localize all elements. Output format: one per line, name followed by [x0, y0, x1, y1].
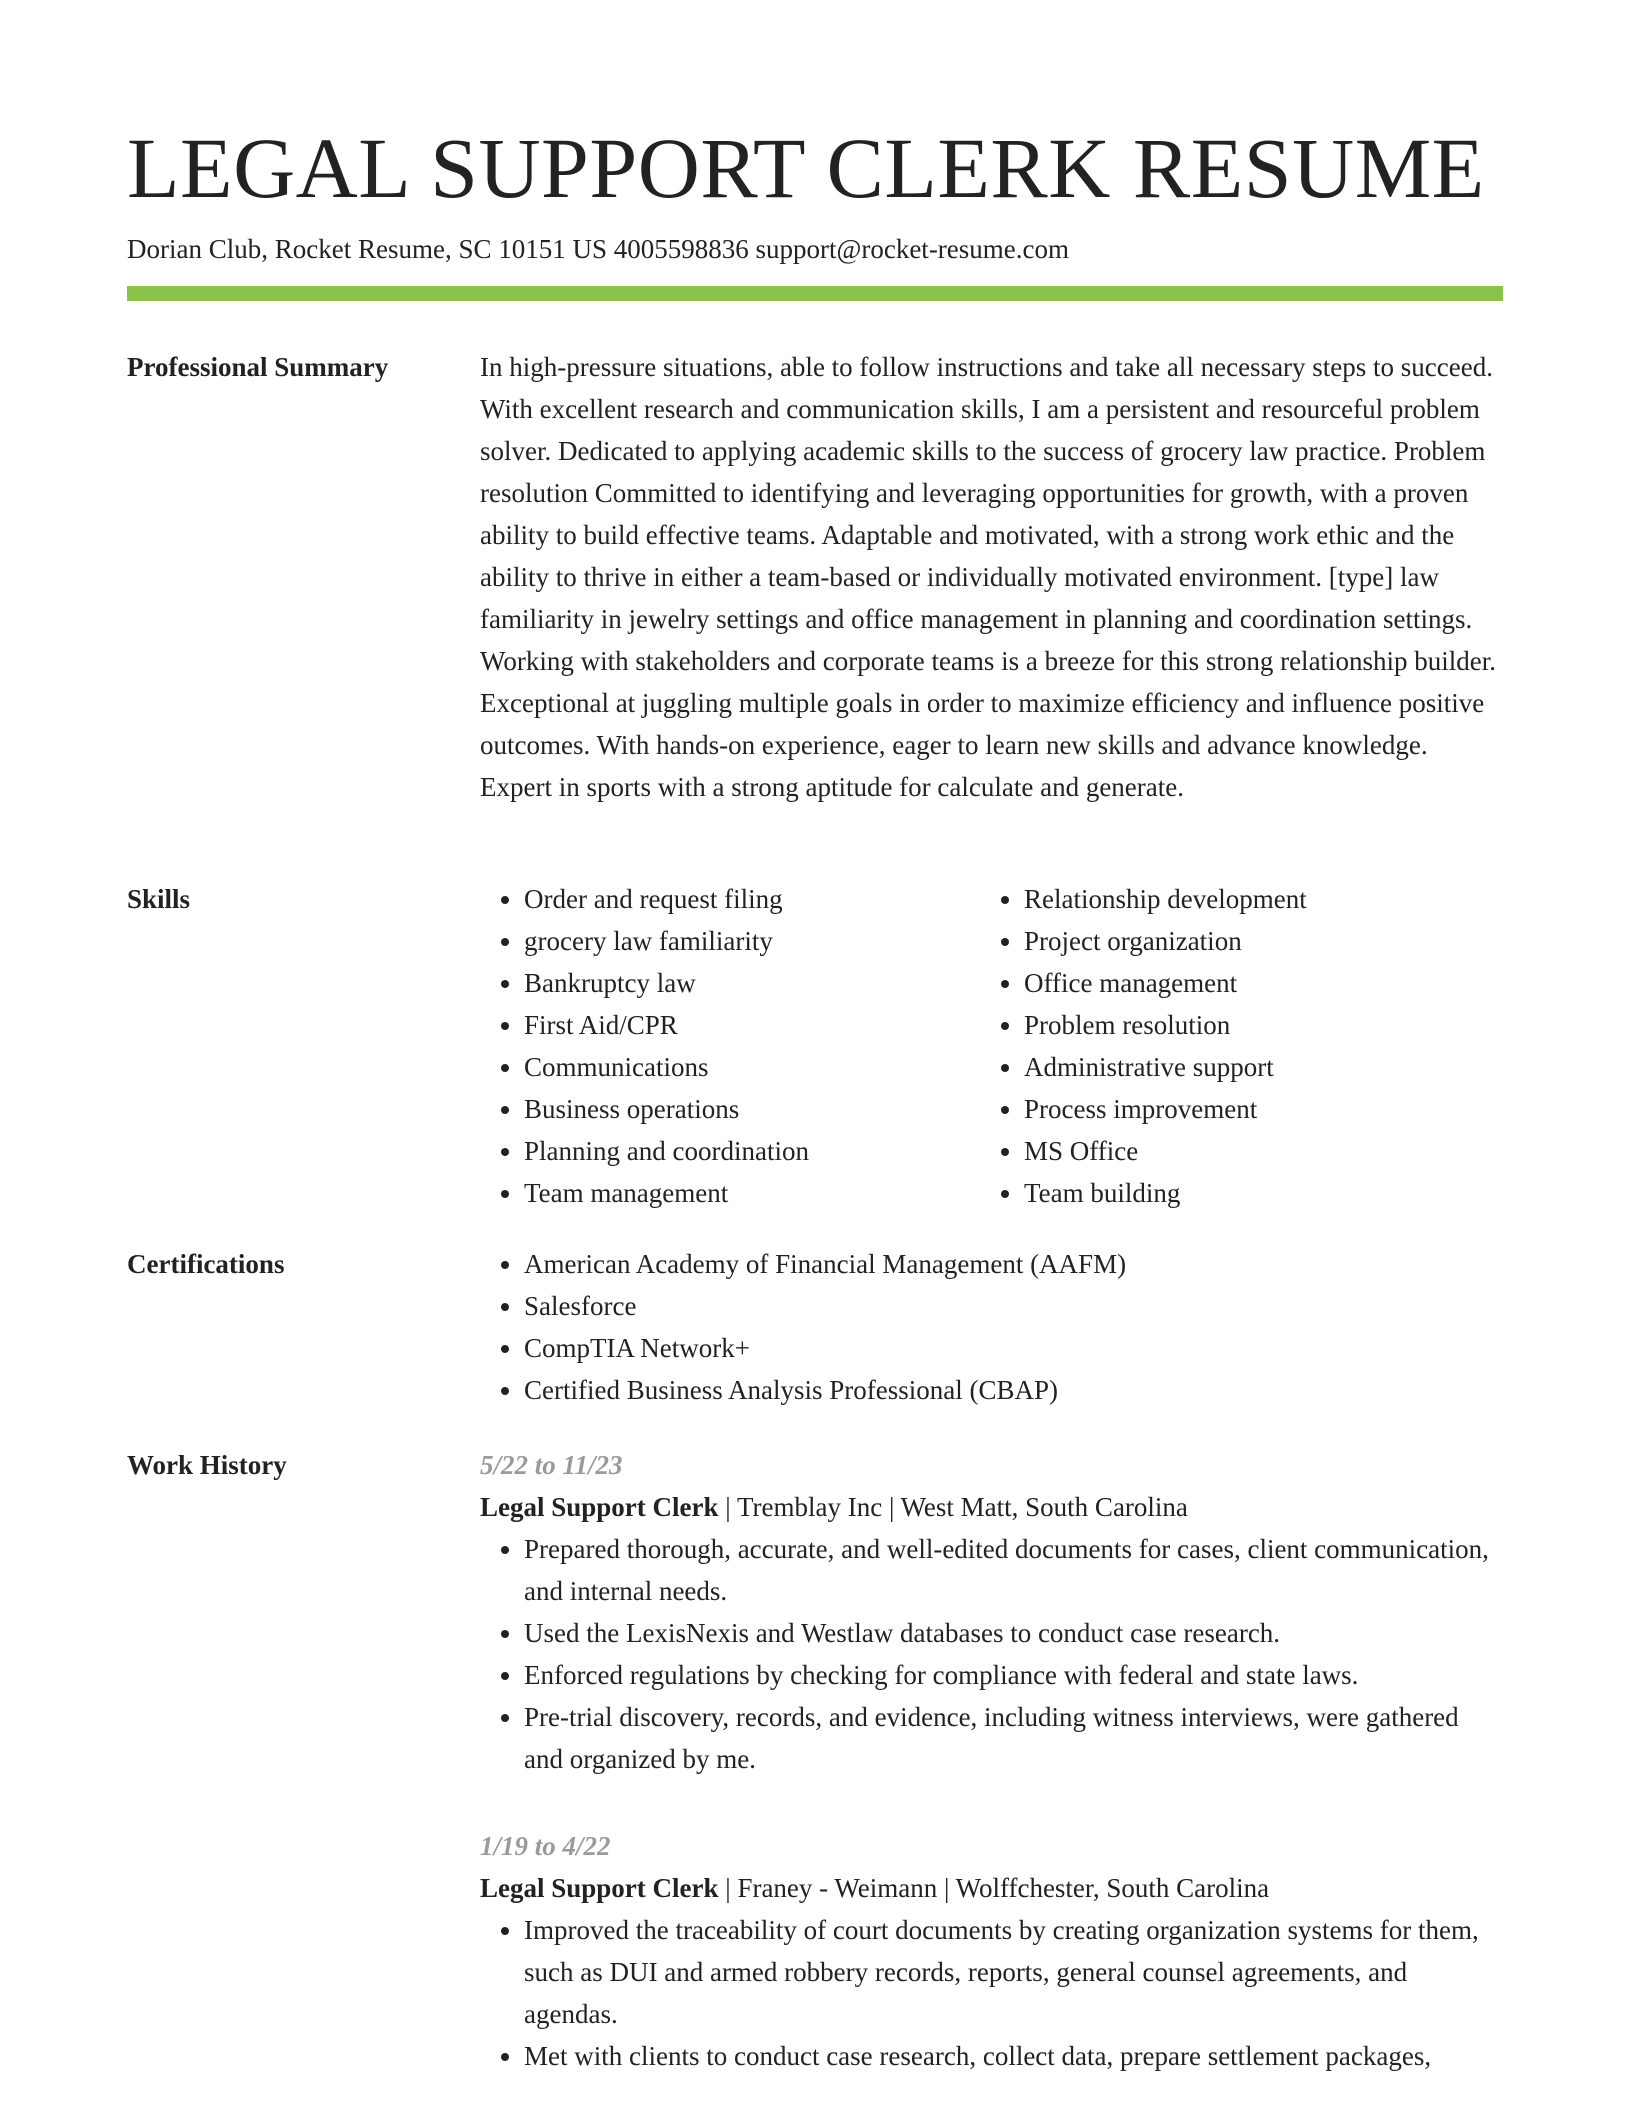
accent-divider: [127, 286, 1503, 301]
job-bullet: • Pre-trial discovery, records, and evidence, including witness interviews, were gathered and organized by me.: [524, 1696, 1503, 1780]
job-header: [480, 1867, 1503, 1909]
job-separator: |: [718, 1873, 738, 1903]
work-history-heading: Work History: [127, 1450, 287, 1480]
summary-text: In high-pressure situations, able to follow instructions and take all necessary steps to succeed. With excellent research and communication skills, I am a persistent and resourceful problem solver. Dedicated to applying academic skills to the success of grocery law practice. Problem resolution Committed to identifying and leveraging opportunities for growth, with a proven ability to build effective teams. Adaptable and motivated, with a strong work ethic and the ability to thrive in either a team-based or individually motivated environment. [type] law familiarity in jewelry settings and office management in planning and coordination settings. Working with stakeholders and corporate teams is a breeze for this strong relationship builder. Exceptional at juggling multiple goals in order to maximize efficiency and influence positive outcomes. With hands-on experience, eager to learn new skills and advance knowledge. Expert in sports with a strong aptitude for calculate and generate.: [480, 352, 1497, 802]
job-location: West Matt, South Carolina: [900, 1492, 1188, 1522]
job-separator: |: [718, 1492, 737, 1522]
certification-item: • CompTIA Network+: [524, 1327, 1503, 1369]
job-bullet: • Enforced regulations by checking for compliance with federal and state laws.: [524, 1654, 1503, 1696]
skill-item: • Project organization: [1024, 920, 1524, 962]
job-title: Legal Support Clerk: [480, 1492, 719, 1522]
skill-item: • Team management: [524, 1172, 984, 1214]
job-dates: 1/19 to 4/22: [480, 1831, 611, 1861]
job-bullet: • Improved the traceability of court documents by creating organization systems for them, such as DUI and armed robbery records, reports, general counsel agreements, and agendas.: [524, 1909, 1503, 2035]
job-entry: [480, 1825, 1503, 2077]
resume-title: LEGAL SUPPORT CLERK RESUME: [127, 120, 1485, 216]
job-separator: |: [882, 1492, 901, 1522]
job-header: [480, 1486, 1503, 1528]
skill-item: • Bankruptcy law: [524, 962, 984, 1004]
skill-item: • Communications: [524, 1046, 984, 1088]
job-company: Tremblay Inc: [736, 1492, 883, 1522]
job-bullet: • Met with clients to conduct case research, collect data, prepare settlement packages,: [524, 2035, 1503, 2077]
skills-list-left: [480, 878, 984, 1214]
skill-item: • MS Office: [1024, 1130, 1524, 1172]
skill-item: • grocery law familiarity: [524, 920, 984, 962]
skill-item: • Order and request filing: [524, 878, 984, 920]
skill-item: • Office management: [1024, 962, 1524, 1004]
job-bullets: [480, 1909, 1503, 2077]
certification-item: • American Academy of Financial Management (AAFM): [524, 1243, 1503, 1285]
job-entry: [480, 1444, 1503, 1780]
skills-heading: Skills: [127, 884, 191, 914]
job-dates: 5/22 to 11/23: [480, 1450, 623, 1480]
job-bullet: • Used the LexisNexis and Westlaw databases to conduct case research.: [524, 1612, 1503, 1654]
skill-item: • Process improvement: [1024, 1088, 1524, 1130]
job-bullets: [480, 1528, 1503, 1780]
summary-section: [480, 346, 1503, 808]
certifications-section: [480, 1243, 1503, 1411]
skill-item: • Administrative support: [1024, 1046, 1524, 1088]
job-location: Wolffchester, South Carolina: [955, 1873, 1270, 1903]
skill-item: • Relationship development: [1024, 878, 1524, 920]
skills-section: [480, 878, 1503, 1218]
skill-item: • Planning and coordination: [524, 1130, 984, 1172]
job-title: Legal Support Clerk: [480, 1873, 719, 1903]
job-bullet: • Prepared thorough, accurate, and well-edited documents for cases, client communication, and internal needs.: [524, 1528, 1503, 1612]
skill-item: • Problem resolution: [1024, 1004, 1524, 1046]
job-company: Franey - Weimann: [737, 1873, 938, 1903]
skill-item: • Team building: [1024, 1172, 1524, 1214]
contact-line: Dorian Club, Rocket Resume, SC 10151 US 4005598836 support@rocket-resume.com: [127, 234, 1070, 264]
skill-item: • Business operations: [524, 1088, 984, 1130]
certifications-list: [480, 1243, 1503, 1411]
skill-item: • First Aid/CPR: [524, 1004, 984, 1046]
certification-item: • Salesforce: [524, 1285, 1503, 1327]
certifications-heading: Certifications: [127, 1249, 285, 1279]
certification-item: • Certified Business Analysis Professional (CBAP): [524, 1369, 1503, 1411]
summary-heading: Professional Summary: [127, 352, 389, 382]
skills-list-right: [980, 878, 1524, 1214]
job-separator: |: [937, 1873, 956, 1903]
